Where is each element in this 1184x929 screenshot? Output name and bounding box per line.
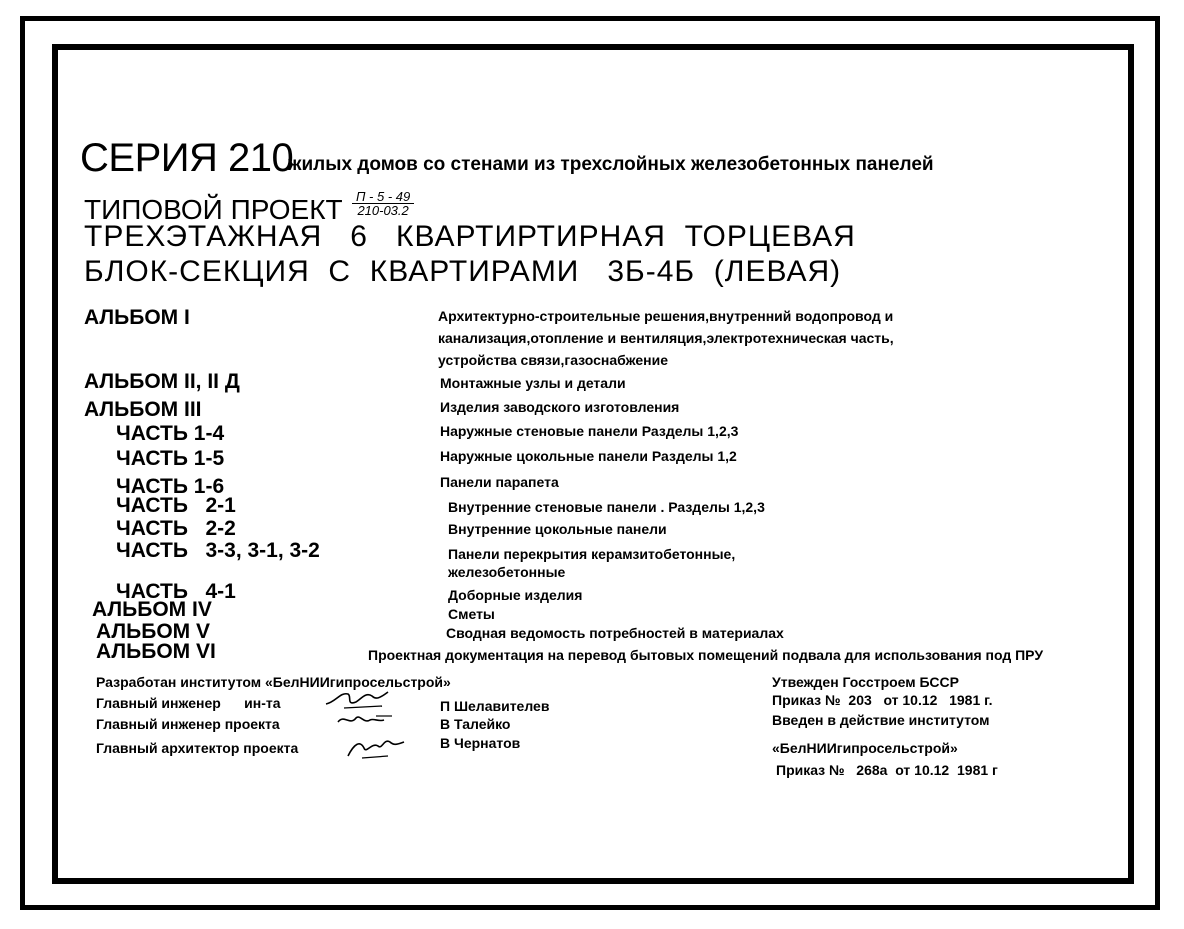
title-line-1: ТРЕХЭТАЖНАЯ 6 КВАРТИРТИРНАЯ ТОРЦЕВАЯ (84, 220, 856, 253)
chief-engineer-name: П Шелавителев (440, 698, 550, 714)
album-5-desc: Сводная ведомость потребностей в материалах (446, 625, 784, 641)
part-2-2-label: ЧАСТЬ 2-2 (116, 517, 236, 540)
project-label: ТИПОВОЙ ПРОЕКТ (84, 194, 343, 225)
album-4-label: АЛЬБОМ IV (92, 598, 212, 621)
part-2-1-label: ЧАСТЬ 2-1 (116, 494, 236, 517)
project-code-bottom: 210-03.2 (357, 203, 409, 218)
chief-engineer-label: Главный инженер ин-та (96, 695, 281, 711)
album-3-label: АЛЬБОМ III (84, 398, 202, 421)
part-3-desc-2: железобетонные (448, 564, 566, 580)
album-1-desc-1: Архитектурно-строительные решения,внутренний водопровод и (438, 308, 894, 324)
part-3-label: ЧАСТЬ 3-3, 3-1, 3-2 (116, 539, 320, 562)
part-4-1-label: ЧАСТЬ 4-1 (116, 580, 236, 603)
signature-project-engineer-icon (334, 708, 396, 730)
chief-architect-name: В Чернатов (440, 735, 521, 751)
part-1-5-label: ЧАСТЬ 1-5 (116, 447, 225, 470)
album-6-desc: Проектная документация на перевод бытовых помещений подвала для использования под ПРУ (368, 647, 1044, 663)
series-title: СЕРИЯ 210 (80, 136, 294, 180)
part-2-2-desc: Внутренние цокольные панели (448, 521, 667, 537)
institute-name: «БелНИИгипросельстрой» (772, 740, 958, 756)
part-1-6-desc: Панели парапета (440, 474, 559, 490)
album-2-desc: Монтажные узлы и детали (440, 375, 626, 391)
part-1-4-desc: Наружные стеновые панели Разделы 1,2,3 (440, 423, 739, 439)
project-code (352, 190, 414, 217)
album-3-desc: Изделия заводского изготовления (440, 399, 680, 415)
chief-engineer-project-label: Главный инженер проекта (96, 716, 280, 732)
signature-architect-icon (344, 734, 408, 762)
part-3-desc-1: Панели перекрытия керамзитобетонные, (448, 546, 736, 562)
album-1-desc-2: канализация,отопление и вентиляция,электротехническая часть, (438, 330, 894, 346)
chief-architect-label: Главный архитектор проекта (96, 740, 299, 756)
title-line-2: БЛОК-СЕКЦИЯ С КВАРТИРАМИ 3Б-4Б (ЛЕВАЯ) (84, 255, 842, 288)
part-1-5-desc: Наружные цокольные панели Разделы 1,2 (440, 448, 737, 464)
order-1: Приказ № 203 от 10.12 1981 г. (772, 692, 993, 708)
approved-text: Утвежден Госстроем БССР (772, 674, 959, 690)
part-1-6-label: ЧАСТЬ 1-6 (116, 475, 225, 498)
project-code-top: П - 5 - 49 (352, 190, 414, 204)
album-6-label: АЛЬБОМ VI (96, 640, 216, 663)
album-2-label: АЛЬБОМ II, II Д (84, 370, 240, 393)
album-1-desc-3: устройства связи,газоснабжение (438, 352, 668, 368)
series-subtitle: жилых домов со стенами из трехслойных железобетонных панелей (288, 154, 934, 175)
introduced-text: Введен в действие институтом (772, 712, 990, 728)
part-1-4-label: ЧАСТЬ 1-4 (116, 422, 225, 445)
part-4-1-desc: Доборные изделия (448, 587, 583, 603)
chief-engineer-project-name: В Талейко (440, 716, 511, 732)
album-1-label: АЛЬБОМ I (84, 306, 190, 329)
signature-chief-engineer-icon (322, 688, 392, 710)
part-2-1-desc: Внутренние стеновые панели . Разделы 1,2,3 (448, 499, 765, 515)
album-4-desc: Сметы (448, 606, 495, 622)
order-2: Приказ № 268а от 10.12 1981 г (776, 762, 998, 778)
developed-by: Разработан институтом «БелНИИгипросельстрой» (96, 674, 451, 690)
album-5-label: АЛЬБОМ V (96, 620, 211, 643)
